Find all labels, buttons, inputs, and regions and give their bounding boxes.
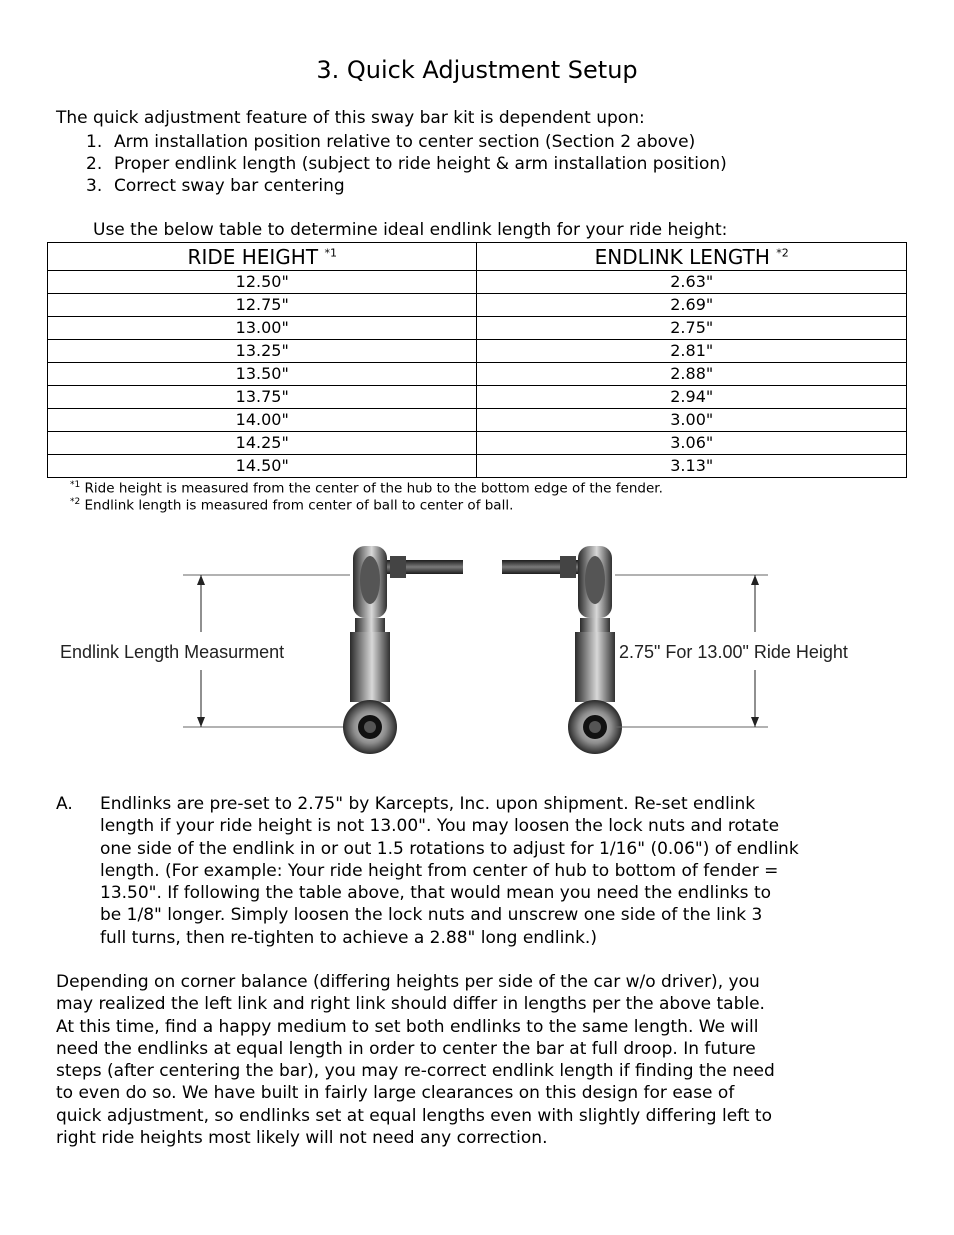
cell-ride-height: 14.00" [48, 409, 477, 432]
table-row [48, 340, 907, 363]
table-caption: Use the below table to determine ideal endlink length for your ride height: [93, 220, 728, 240]
cell-ride-height: 13.00" [48, 317, 477, 340]
table-row [48, 317, 907, 340]
cell-ride-height: 12.50" [48, 271, 477, 294]
text-line: 13.50". If following the table above, that would mean you need the endlinks to [100, 883, 772, 904]
header-ride-height: RIDE HEIGHT $^{*1}$ [48, 243, 477, 271]
list-number: 2. [86, 154, 103, 174]
list-text: Correct sway bar centering [114, 176, 345, 196]
list-item [86, 175, 727, 197]
endlink-measurement-figure [50, 540, 900, 765]
header-endlink-length: ENDLINK LENGTH $^{*2}$ [477, 243, 907, 271]
text-line: be 1/8" longer. Simply loosen the lock nuts and unscrew one side of the link 3 [100, 905, 763, 926]
text-line: may realized the left link and right link should differ in lengths per the above table. [56, 994, 765, 1015]
cell-endlink-length: 3.00" [477, 409, 907, 432]
text-line: right ride heights most likely will not need any correction. [56, 1128, 548, 1149]
cell-ride-height: 14.50" [48, 455, 477, 478]
list-item [86, 131, 727, 153]
cell-endlink-length: 2.81" [477, 340, 907, 363]
right-endlink-icon [502, 546, 622, 754]
cell-endlink-length: 2.88" [477, 363, 907, 386]
table-row [48, 271, 907, 294]
cell-ride-height: 13.75" [48, 386, 477, 409]
footnote-endlink-length: $^{*2}$ Endlink length is measured from center of ball to center of ball. [70, 497, 514, 514]
cell-ride-height: 12.75" [48, 294, 477, 317]
cell-endlink-length: 2.69" [477, 294, 907, 317]
table-row [48, 294, 907, 317]
table-row [48, 432, 907, 455]
list-text: Proper endlink length (subject to ride height & arm installation position) [114, 154, 727, 174]
text-line: Depending on corner balance (differing heights per side of the car w/o driver), you [56, 972, 760, 992]
cell-endlink-length: 3.06" [477, 432, 907, 455]
table-row [48, 455, 907, 478]
cell-endlink-length: 2.75" [477, 317, 907, 340]
list-number: 3. [86, 176, 103, 196]
text-line: length if your ride height is not 13.00". You may loosen the lock nuts and rotate [100, 816, 780, 837]
left-measure-label: Endlink Length Measurment [60, 642, 285, 662]
instruction-a [56, 793, 906, 949]
ride-height-table [47, 242, 907, 478]
cell-endlink-length: 2.94" [477, 386, 907, 409]
footnote-ride-height: $^{*1}$ Ride height is measured from the center of the hub to the bottom edge of the fender. [70, 480, 663, 497]
text-line: full turns, then re-tighten to achieve a 2.88" long endlink.) [100, 927, 597, 948]
table-row [48, 409, 907, 432]
right-measure-label: 2.75" For 13.00" Ride Height [619, 642, 848, 662]
text-line: quick adjustment, so endlinks set at equal lengths even with slightly differing left to [56, 1105, 773, 1126]
instruction-a-label: A. [56, 794, 73, 814]
text-line: one side of the endlink in or out 1.5 rotations to adjust for 1/16" (0.06") of endlink [100, 838, 799, 859]
text-line: At this time, find a happy medium to set both endlinks to the same length. We will [56, 1016, 759, 1037]
cell-ride-height: 14.25" [48, 432, 477, 455]
list-text: Arm installation position relative to center section (Section 2 above) [114, 132, 696, 152]
text-line: steps (after centering the bar), you may re-correct endlink length if finding the need [56, 1061, 775, 1082]
table-row [48, 363, 907, 386]
corner-balance-paragraph [56, 971, 906, 1149]
text-line: length. (For example: Your ride height from center of hub to bottom of fender = [100, 860, 779, 881]
cell-ride-height: 13.50" [48, 363, 477, 386]
list-number: 1. [86, 132, 103, 152]
text-line: Endlinks are pre-set to 2.75" by Karcepts, Inc. upon shipment. Re-set endlink [100, 794, 756, 814]
text-line: to even do so. We have built in fairly large clearances on this design for ease of [56, 1083, 735, 1104]
cell-endlink-length: 3.13" [477, 455, 907, 478]
dependency-list [86, 131, 727, 197]
cell-ride-height: 13.25" [48, 340, 477, 363]
left-endlink-icon [343, 546, 463, 754]
table-row [48, 386, 907, 409]
page-title: 3. Quick Adjustment Setup [316, 56, 638, 84]
text-line: need the endlinks at equal length in order to center the bar at full droop. In future [56, 1038, 756, 1059]
cell-endlink-length: 2.63" [477, 271, 907, 294]
list-item [86, 153, 727, 175]
intro-text: The quick adjustment feature of this sway bar kit is dependent upon: [56, 108, 645, 128]
table-header-row [48, 243, 907, 271]
